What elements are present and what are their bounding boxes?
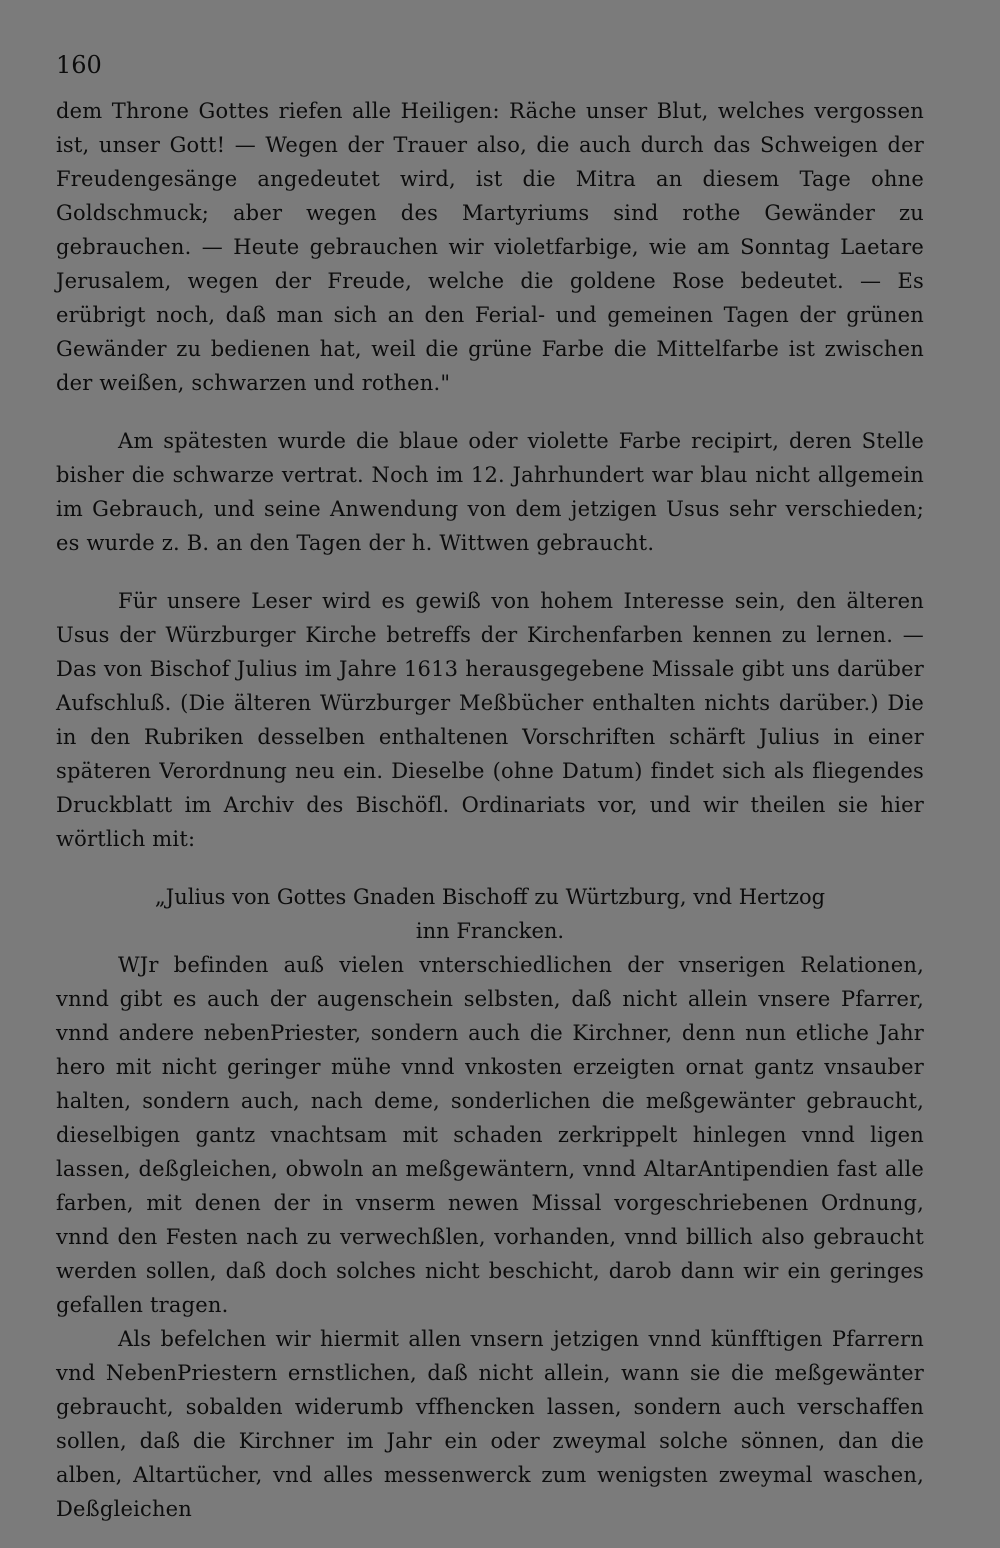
decree-heading [56, 880, 924, 948]
decree-heading-line-1: „Julius von Gottes Gnaden Bischoff zu Würtzburg, vnd Hertzog [154, 885, 826, 909]
paragraph-mass-colors-quote: dem Throne Gottes riefen alle Heiligen: Räche unser Blut, welches vergossen ist, unser Gott! — Wegen der Trauer also, die auch durch das Schweigen der Freudengesänge angedeutet wird, ist die Mitra an diesem Tage ohne Goldschmuck; aber wegen des Martyriums sind rothe Gewänder zu gebrauchen. — Heute gebrauchen wir violetfarbige, wie am Sonntag Laetare Jerusalem, wegen der Freude, welche die goldene Rose bedeutet. — Es erübrigt noch, daß man sich an den Ferial- und gemeinen Tagen der grünen Gewänder zu bedienen hat, weil die grüne Farbe die Mittelfarbe ist zwischen der weißen, schwarzen und rothen." [56, 99, 924, 395]
decree-heading-line-2: inn Francken. [415, 919, 565, 943]
decree-paragraph-2: Als befelchen wir hiermit allen vnsern jetzigen vnnd künfftigen Pfarrern vnd NebenPriestern ernstlichen, daß nicht allein, wann sie die meßgewänter gebraucht, sobalden widerumb vffhencken lassen, sondern auch verschaffen sollen, daß die Kirchner im Jahr ein oder zweymal solche sönnen, dan die alben, Altartücher, vnd alles messenwerck zum wenigsten zweymal waschen, Deßgleichen [56, 1327, 924, 1521]
paragraph-blue-violet: Am spätesten wurde die blaue oder violette Farbe recipirt, deren Stelle bisher die schwarze vertrat. Noch im 12. Jahrhundert war blau nicht allgemein im Gebrauch, und seine Anwendung von dem jetzigen Usus sehr verschieden; es wurde z. B. an den Tagen der h. Wittwen gebraucht. [56, 429, 924, 555]
page-number: 160 [56, 51, 102, 79]
paragraph-wuerzburg-usage: Für unsere Leser wird es gewiß von hohem Interesse sein, den älteren Usus der Würzburger Kirche betreffs der Kirchenfarben kennen zu lernen. — Das von Bischof Julius im Jahre 1613 herausgegebene Missale gibt uns darüber Aufschluß. (Die älteren Würzburger Meßbücher enthalten nichts darüber.) Die in den Rubriken desselben enthaltenen Vorschriften schärft Julius in einer späteren Verordnung neu ein. Dieselbe (ohne Datum) findet sich als fliegendes Druckblatt im Archiv des Bischöfl. Ordinariats vor, und wir theilen sie hier wörtlich mit: [56, 589, 924, 851]
decree-paragraph-1: WJr befinden auß vielen vnterschiedlichen der vnserigen Relationen, vnnd gibt es auch der augenschein selbsten, daß nicht allein vnsere Pfarrer, vnnd andere nebenPriester, sondern auch die Kirchner, denn nun etliche Jahr hero mit nicht geringer mühe vnnd vnkosten erzeigten ornat gantz vnsauber halten, sondern auch, nach deme, sonderlichen die meßgewänter gebraucht, dieselbigen gantz vnachtsam mit schaden zerkrippelt hinlegen vnnd ligen lassen, deßgleichen, obwoln an meßgewäntern, vnnd AltarAntipendien fast alle farben, mit denen der in vnserm newen Missal vorgeschriebenen Ordnung, vnnd den Festen nach zu verwechßlen, vorhanden, vnnd billich also gebraucht werden sollen, daß doch solches nicht beschicht, darob dann wir ein geringes gefallen tragen. [56, 953, 924, 1317]
